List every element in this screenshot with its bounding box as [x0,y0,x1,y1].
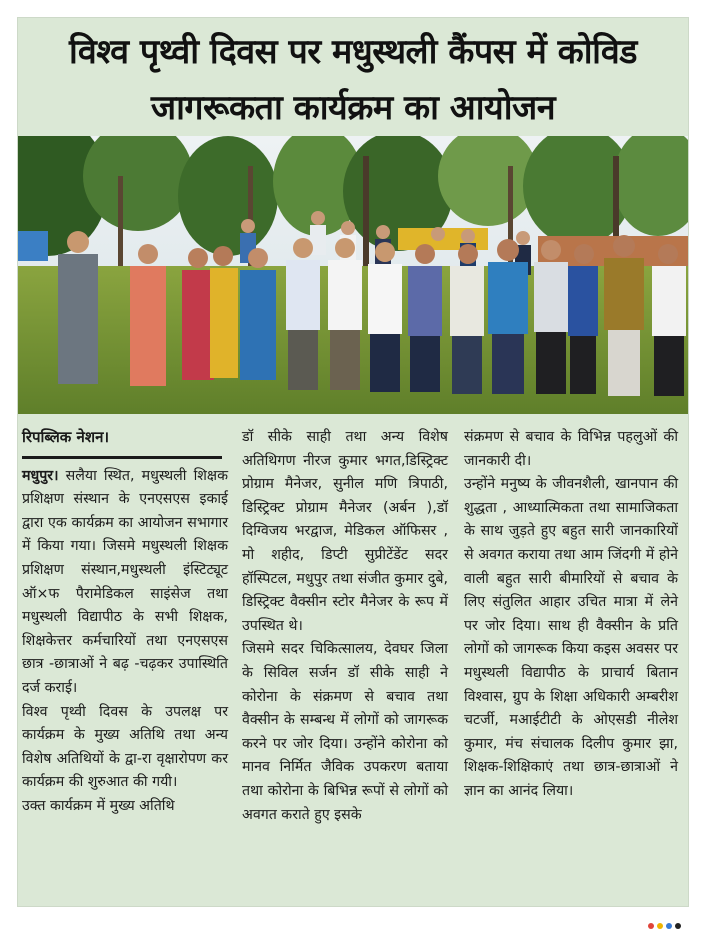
paragraph: जिसमे सदर चिकित्सालय, देवघर जिला के सिविल सर्जन डॉ सीके साही ने कोरोना के संक्रमण से बचाव तथा वैक्सीन के सम्बन्ध में लोगों को जागरूक करने पर जोर दिया। उन्होंने कोरोना को मानव निर्मित जैविक उपकरण बताया तथा कोरोना के बिभिन्न रूपों से लोगों को अवगत कराते हुए इसके [242,641,448,823]
page-indicator [648,914,684,922]
group-photo [18,136,688,414]
paragraph: उन्होंने मनुष्य के जीवनशैली, खानपान की शुद्धता , आध्यात्मिकता तथा सामाजिकता के साथ जुड़ते हुए बहुत सारी जानकारियों से अवगत कराया तथा आम जिंदगी में होने वाली बहुत सारी बीमारियों से बचाव के लिए संतुलित आहार उचित मात्रा में लेने पर जोर दिया। साथ ही वैक्सीन के प्रति लोगों को जागरूक किया कइस अवसर पर मधुस्थली विद्यापीठ के प्राचार्य बितान विश्वास, ग्रुप के शिक्षा अधिकारी अम्बरीश चटर्जी, मआईटीटी के ओएसडी नीलेश कुमार, मंच संचालक दिलीप कुमार झा, शिक्षक-शिक्षिकाएं तथा छात्र-छात्राओं ने ज्ञान का आनंद लिया। [464,476,678,799]
column-1 [22,426,228,819]
dot-icon [657,923,663,929]
paragraph: विश्व पृथ्वी दिवस के उपलक्ष पर कार्यक्रम के मुख्य अतिथि तथा अन्य विशेष अतिथियों के द्वा-रा वृक्षारोपण कर कार्यक्रम की शुरुआत की गयी। [22,703,228,791]
dateline: मधुपुर। [22,467,59,484]
byline-rule [22,456,222,459]
dot-icon [675,923,681,929]
news-clipping [18,18,688,906]
paragraph: डॉ सीके साही तथा अन्य विशेष अतिथिगण नीरज कुमार भगत,डिस्ट्रिक्ट प्रोग्राम मैनेजर, सुनील मणि त्रिपाठी, डिस्ट्रिक्ट प्रोग्राम मैनेजर (अर्बन ),डॉ दिग्विजय भरद्वाज, मेडिकल ऑफिसर , मो शहीद, डिप्टी सुप्रीटेंडेंट सदर हॉस्पिटल, मधुपुर तथा संजीत कुमार दुबे, डिस्ट्रिक्ट वैक्सीन स्टोर मैनेजर के रूप में उपस्थित थे। [242,429,448,634]
dot-icon [648,923,654,929]
headline [18,24,688,136]
column-2 [242,426,448,827]
headline-line-2: जागरूकता कार्यक्रम का आयोजन [150,88,556,128]
paragraph-intro [22,465,228,701]
paragraph: संक्रमण से बचाव के विभिन्न पहलुओं की जानकारी दी। [464,429,678,469]
dot-icon [666,923,672,929]
headline-line-1: विश्व पृथ्वी दिवस पर मधुस्थली कैंपस में कोविड [69,32,637,72]
paragraph: उक्त कार्यक्रम में मुख्य अतिथि [22,797,175,814]
intro-text: सलैया स्थित, मधुस्थली शिक्षक प्रशिक्षण संस्थान के एनएसएस इकाई द्वारा एक कार्यक्रम का आयोजन सभागार में किया गया। जिसमे मधुस्थली शिक्षक प्रशिक्षण संस्थान,मधुस्थली इंस्टिट्यूट ऑ×फ पैरामेडिकल साइंसेज तथा मधुस्थली विद्यापीठ के सभी शिक्षक, शिक्षकेत्तर कर्मचारियों तथा एनएसएस छात्र -छात्राओं ने बढ़ -चढ़कर उपास्थिति दर्ज कराई। [22,467,228,696]
column-3 [464,426,678,804]
byline: रिपब्लिक नेशन। [22,428,110,446]
